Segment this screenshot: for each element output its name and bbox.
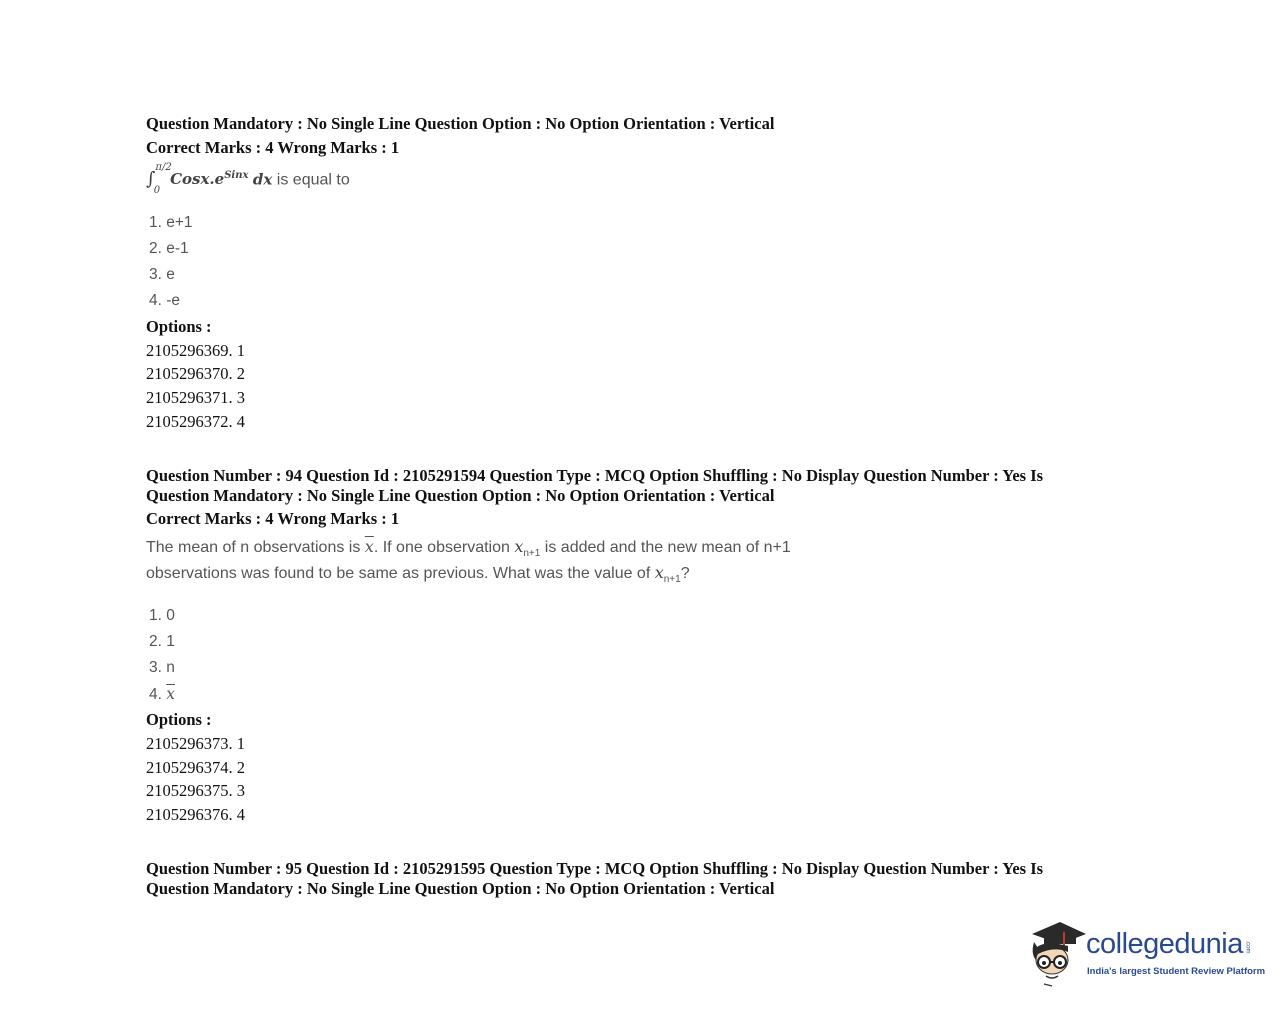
q93-option-id-1: 2105296369. 1 xyxy=(146,341,245,360)
q93-option-id-4: 2105296372. 4 xyxy=(146,412,245,431)
q93-question-text xyxy=(146,162,350,197)
q93-choice-3: 3. e xyxy=(149,266,175,283)
integral-upper-limit: π/2 xyxy=(155,162,172,173)
q94-option-id-4: 2105296376. 4 xyxy=(146,805,245,824)
q94-text-line2-part2: ? xyxy=(680,565,690,582)
q94-meta-marks: Correct Marks : 4 Wrong Marks : 1 xyxy=(146,509,400,528)
x-subscript: n+1 xyxy=(523,548,541,560)
q94-choice-4-xbar: $\overline{x}$ xyxy=(166,685,175,703)
logo-tagline: India's largest Student Review Platform xyxy=(1087,966,1266,977)
q94-question-line2 xyxy=(146,563,690,590)
q93-meta-mandatory: Question Mandatory : No Single Line Question Option : No Option Orientation : Vertical xyxy=(146,114,775,133)
q93-options-label: Options : xyxy=(146,317,212,336)
q95-meta-mandatory: Question Mandatory : No Single Line Question Option : No Option Orientation : Vertical xyxy=(146,879,775,898)
q94-option-id-2: 2105296374. 2 xyxy=(146,758,245,777)
x-var: x xyxy=(514,537,524,556)
exponent: Sinx xyxy=(224,170,249,181)
dx: dx xyxy=(252,170,273,189)
q93-choice-2: 2. e-1 xyxy=(149,240,189,257)
q93-option-id-2: 2105296370. 2 xyxy=(146,364,245,383)
integral-lower-limit: 0 xyxy=(153,184,161,196)
q94-text-part3: is added and the new mean of n+1 xyxy=(540,539,791,556)
q93-option-id-3: 2105296371. 3 xyxy=(146,388,245,407)
q94-meta-mandatory: Question Mandatory : No Single Line Question Option : No Option Orientation : Vertical xyxy=(146,486,775,505)
logo-com-suffix: .com xyxy=(1244,940,1251,954)
q94-choice-3: 3. n xyxy=(149,659,175,676)
q94-question-line1 xyxy=(146,537,791,564)
q94-meta-header: Question Number : 94 Question Id : 2105291594 Question Type : MCQ Option Shuffling : No Display Question Number : Yes Is xyxy=(146,466,1044,485)
logo-wordmark: collegedunia xyxy=(1086,928,1243,960)
q94-text-part1: The mean of n observations is xyxy=(146,539,365,556)
q94-choice-4-prefix: 4. xyxy=(149,686,167,703)
x-subscript-2: n+1 xyxy=(663,574,681,586)
q93-meta-marks: Correct Marks : 4 Wrong Marks : 1 xyxy=(146,138,400,157)
q94-text-line2-part1: observations was found to be same as previous. What was the value of xyxy=(146,565,655,582)
q94-choice-1: 1. 0 xyxy=(149,607,175,624)
q94-choice-4 xyxy=(149,684,175,705)
q93-choice-1: 1. e+1 xyxy=(149,214,193,231)
integral-sign: ∫ xyxy=(146,168,156,190)
x-var-2: x xyxy=(654,563,664,582)
xbar: $\overline{x}$ xyxy=(364,537,374,556)
question-suffix: is equal to xyxy=(272,171,350,189)
q95-meta-header: Question Number : 95 Question Id : 2105291595 Question Type : MCQ Option Shuffling : No Display Question Number : Yes Is xyxy=(146,859,1044,878)
integrand: Cosx.e xyxy=(170,170,225,189)
q94-option-id-3: 2105296375. 3 xyxy=(146,781,245,800)
q93-choice-4: 4. -e xyxy=(149,292,181,309)
q94-choice-2: 2. 1 xyxy=(149,633,175,650)
q94-option-id-1: 2105296373. 1 xyxy=(146,734,245,753)
q94-text-part2: . If one observation xyxy=(373,539,515,556)
q94-options-label: Options : xyxy=(146,710,212,729)
